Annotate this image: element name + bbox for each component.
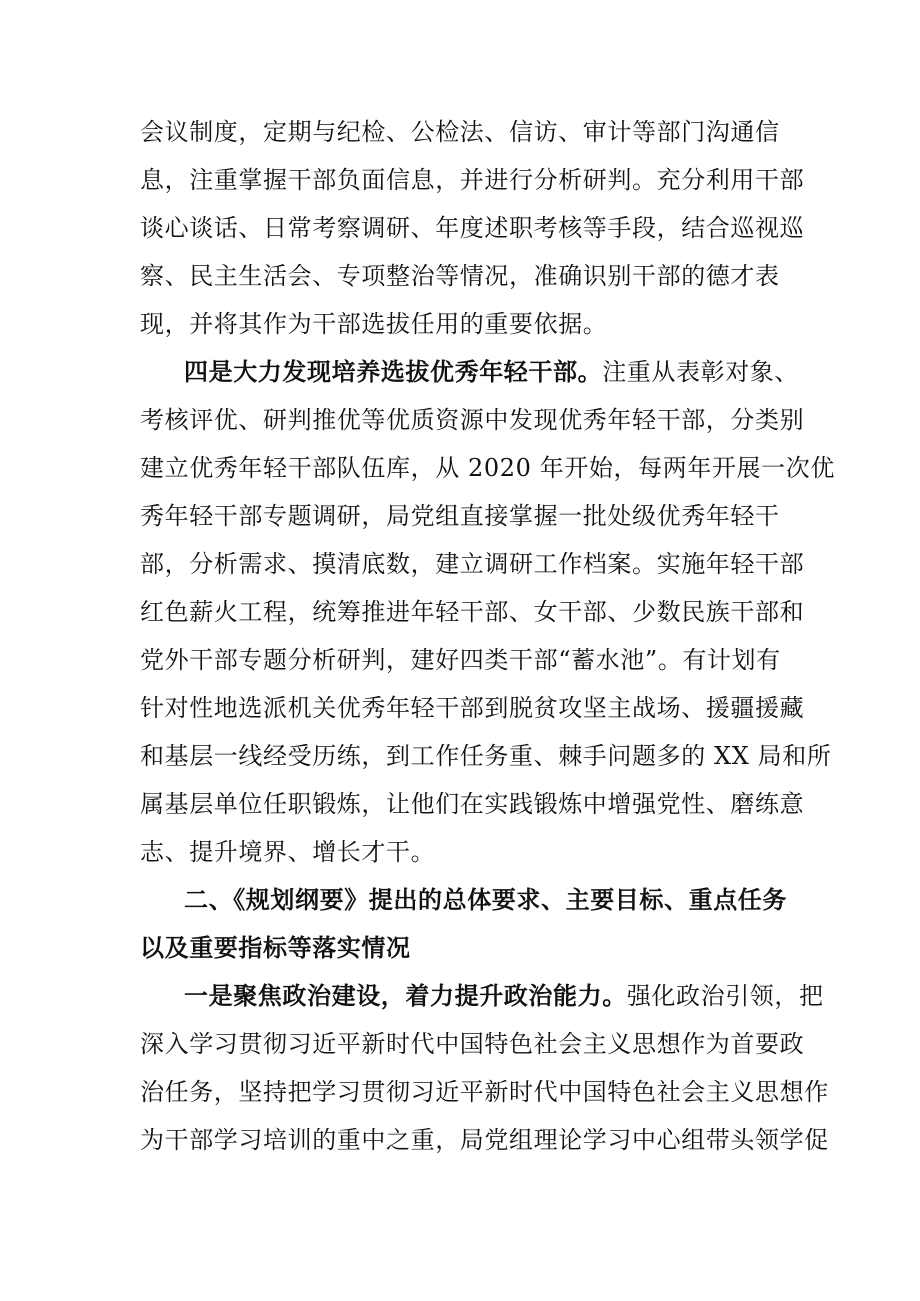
section-heading-line-2: 以及重要指标等落实情况 (140, 933, 411, 962)
paragraph-3-heading: 一是聚焦政治建设，着力提升政治能力。 (184, 981, 627, 1010)
paragraph-3-line-3: 治任务，坚持把学习贯彻习近平新时代中国特色社会主义思想作 (140, 1078, 829, 1106)
paragraph-2-line-3: 建立优秀年轻干部队伍库，从 2020 年开始，每两年开展一次优 (140, 454, 835, 482)
paragraph-3-line-1-tail: 强化政治引领，把 (626, 982, 824, 1010)
paragraph-2-line-4: 秀年轻干部专题调研，局党组直接掌握一批处级优秀年轻干 (140, 502, 780, 530)
paragraph-2-line-11: 志、提升境界、增长才干。 (140, 838, 436, 866)
paragraph-3-line-1 (184, 981, 824, 1011)
paragraph-2-heading: 四是大力发现培养选拔优秀年轻干部。 (184, 357, 603, 386)
paragraph-1-line-5: 现，并将其作为干部选拔任用的重要依据。 (140, 310, 608, 338)
paragraph-2-line-1 (184, 357, 799, 387)
section-heading-line-1: 二、《规划纲要》提出的总体要求、主要目标、重点任务 (184, 885, 787, 914)
paragraph-2-line-7: 党外干部专题分析研判，建好四类干部“蓄水池”。有计划有 (140, 646, 781, 674)
paragraph-1-line-3: 谈心谈话、日常考察调研、年度述职考核等手段，结合巡视巡 (140, 214, 805, 242)
paragraph-1-line-2: 息，注重掌握干部负面信息，并进行分析研判。充分利用干部 (140, 166, 805, 194)
paragraph-1-line-1: 会议制度，定期与纪检、公检法、信访、审计等部门沟通信 (140, 118, 780, 146)
paragraph-2-line-2: 考核评优、研判推优等优质资源中发现优秀年轻干部，分类别 (140, 406, 805, 434)
paragraph-2-line-6: 红色薪火工程，统筹推进年轻干部、女干部、少数民族干部和 (140, 598, 805, 626)
paragraph-3-line-4: 为干部学习培训的重中之重，局党组理论学习中心组带头领学促 (140, 1126, 829, 1154)
paragraph-2-line-1-tail: 注重从表彰对象、 (602, 358, 800, 386)
paragraph-3-line-2: 深入学习贯彻习近平新时代中国特色社会主义思想作为首要政 (140, 1030, 805, 1058)
paragraph-2-line-9: 和基层一线经受历练，到工作任务重、棘手问题多的 XX 局和所 (140, 742, 832, 770)
paragraph-2-line-5: 部，分析需求、摸清底数，建立调研工作档案。实施年轻干部 (140, 550, 805, 578)
paragraph-2-line-10: 属基层单位任职锻炼，让他们在实践锻炼中增强党性、磨练意 (140, 790, 805, 818)
paragraph-2-line-8: 针对性地选派机关优秀年轻干部到脱贫攻坚主战场、援疆援藏 (140, 694, 805, 722)
paragraph-1-line-4: 察、民主生活会、专项整治等情况，准确识别干部的德才表 (140, 262, 780, 290)
